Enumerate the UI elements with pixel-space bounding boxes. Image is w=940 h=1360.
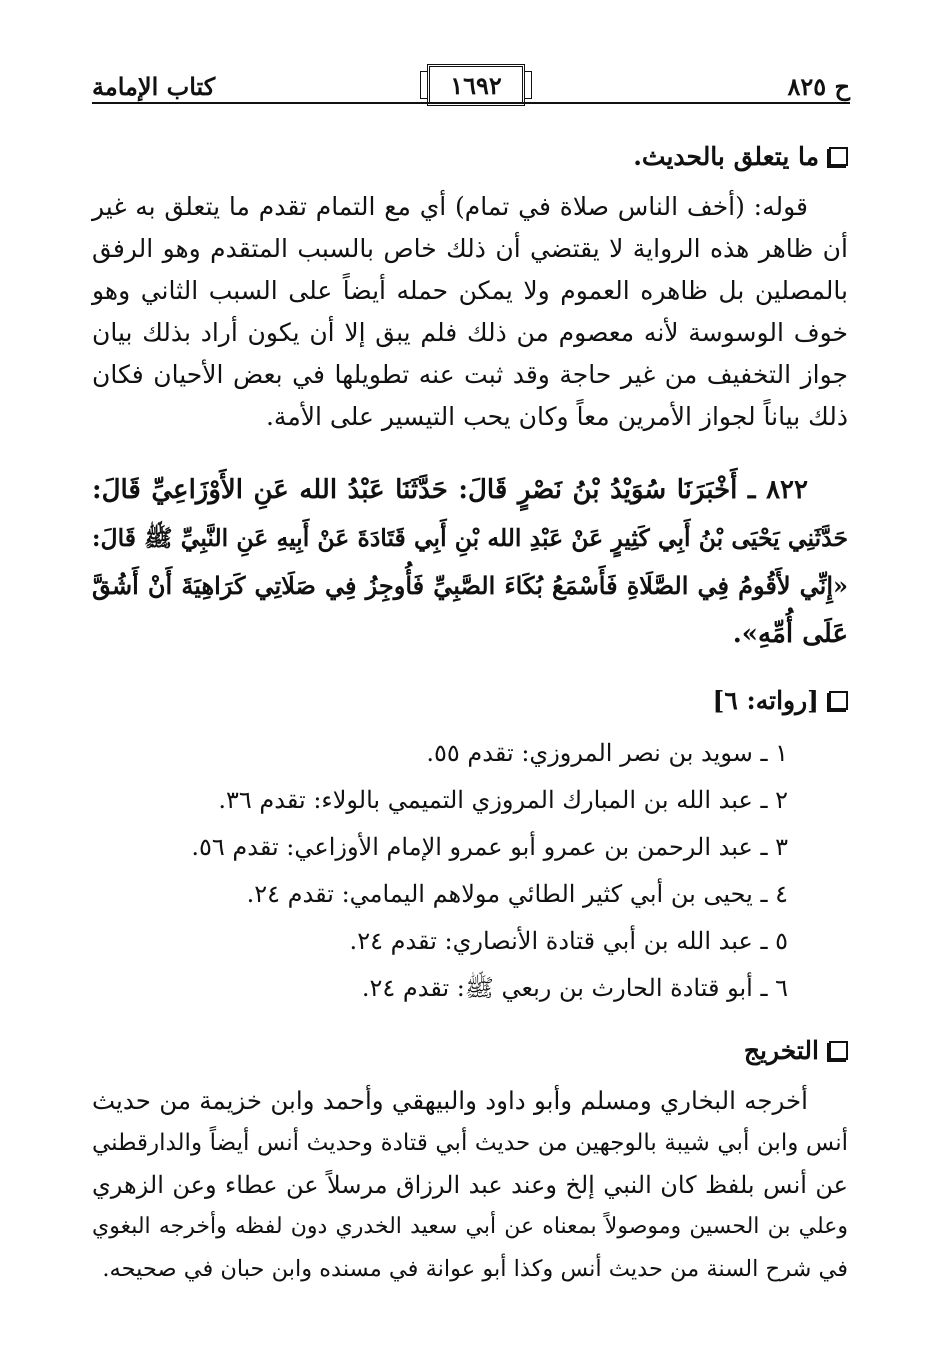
text-line: ذلك بياناً لجواز الأمرين معاً وكان يحب التيسير على الأمة. xyxy=(265,402,848,431)
text-line: قوله: (أخف الناس صلاة في تمام) أي مع التمام تقدم ما يتعلق به غير xyxy=(92,192,808,221)
section-heading-commentary xyxy=(633,142,848,171)
book-title: كتاب الإمامة xyxy=(92,72,216,101)
square-bullet-icon xyxy=(829,147,848,166)
hadith-number-range: ح ٨٢٥ xyxy=(787,72,850,101)
square-bullet-icon xyxy=(829,691,848,710)
text-line: جواز التخفيف من غير حاجة وقد ثبت عنه تطويلها في بعض الأحيان فكان xyxy=(92,360,848,389)
text-line: بالمصلين بل ظاهره العموم ولا يمكن حمله أيضاً على السبب الثاني وهو xyxy=(92,276,848,305)
list-item: ٦ ـ أبو قتادة الحارث بن ربعي ﷺ: تقدم ٢٤. xyxy=(361,974,788,1002)
list-item: ٤ ـ يحيى بن أبي كثير الطائي مولاهم اليمامي: تقدم ٢٤. xyxy=(246,880,788,908)
text-line: وعلي بن الحسين وموصولاً بمعناه عن أبي سعيد الخدري دون لفظه وأخرجه البغوي xyxy=(92,1214,848,1239)
page-header xyxy=(92,64,850,108)
text-line: أنس وابن أبي شيبة بالوجهين من حديث أبي قتادة وحديث أنس أيضاً والدارقطني xyxy=(92,1130,848,1156)
commentary-paragraph xyxy=(92,186,848,438)
section-heading-takhrij xyxy=(744,1036,848,1065)
hadith-line: ٨٢٢ ـ أَخْبَرَنَا سُوَيْدُ بْنُ نَصْرٍ قَالَ: حَدَّثَنَا عَبْدُ الله عَنِ الأَوْزَاعِيِّ قَالَ: xyxy=(92,475,808,505)
text-line: أخرجه البخاري ومسلم وأبو داود والبيهقي وأحمد وابن خزيمة من حديث xyxy=(92,1086,808,1115)
list-item: ٣ ـ عبد الرحمن بن عمرو أبو عمرو الإمام الأوزاعي: تقدم ٥٦. xyxy=(191,833,788,861)
text-line: عن أنس بلفظ كان النبي إلخ وعند عبد الرزاق مرسلاً عن عطاء وعن الزهري xyxy=(92,1171,848,1199)
hadith-line: «إِنِّي لأَقُومُ فِي الصَّلَاةِ فَأَسْمَعُ بُكَاءَ الصَّبِيِّ فَأُوجِزُ فِي صَلَاتِي كَرَاهِيَةَ أَنْ أَشُقَّ xyxy=(92,571,848,600)
header-rule xyxy=(92,102,850,104)
page-number: ١٦٩٢ xyxy=(427,64,525,106)
text-line: خوف الوسوسة لأنه معصوم من ذلك فلم يبق إلا أن يكون أراد بذلك بيان xyxy=(92,318,848,347)
list-item: ٥ ـ عبد الله بن أبي قتادة الأنصاري: تقدم ٢٤. xyxy=(349,927,788,955)
text-line: أن ظاهر هذه الرواية لا يقتضي أن ذلك خاص بالسبب المتقدم وهو الرفق xyxy=(92,234,848,263)
hadith-line: حَدَّثَنِي يَحْيَى بْنُ أَبِي كَثِيرٍ عَنْ عَبْدِ الله بْنِ أَبِي قَتَادَةَ عَنْ أَبِيهِ عَنِ النَّبِيِّ ﷺ قَالَ: xyxy=(91,524,848,552)
section-title: [رواته: ٦] xyxy=(712,686,819,715)
hadith-text xyxy=(92,466,848,658)
narrators-list xyxy=(168,730,848,1012)
list-item: ٢ ـ عبد الله بن المبارك المروزي التميمي بالولاء: تقدم ٣٦. xyxy=(218,786,788,814)
hadith-line: عَلَى أُمِّهِ». xyxy=(732,619,848,649)
takhrij-paragraph xyxy=(92,1080,848,1290)
square-bullet-icon xyxy=(829,1041,848,1060)
text-line: في شرح السنة من حديث أنس وكذا أبو عوانة في مسنده وابن حبان في صحيحه. xyxy=(102,1256,848,1282)
list-item: ١ ـ سويد بن نصر المروزي: تقدم ٥٥. xyxy=(426,739,788,767)
section-title: ما يتعلق بالحديث. xyxy=(633,142,819,171)
section-title: التخريج xyxy=(743,1036,819,1065)
section-heading-narrators xyxy=(713,686,849,715)
